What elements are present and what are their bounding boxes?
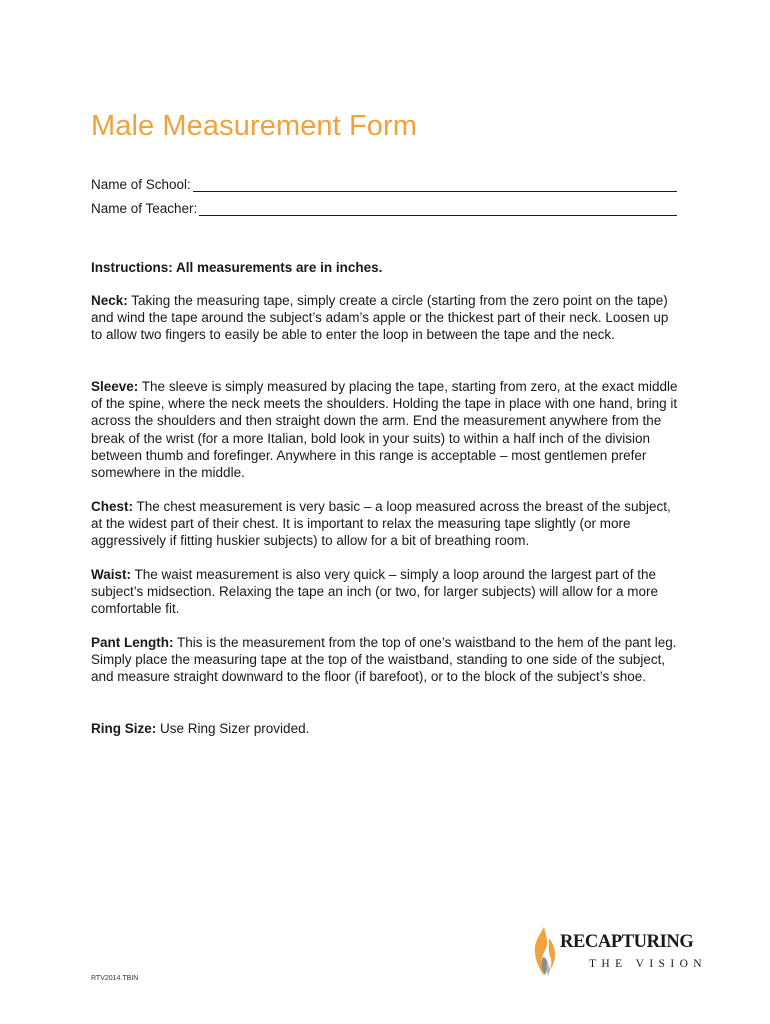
teacher-name-line[interactable] <box>199 201 677 216</box>
section-waist <box>91 566 681 618</box>
page-title: Male Measurement Form <box>91 110 418 142</box>
school-name-field[interactable] <box>91 177 677 192</box>
section-waist-text: The waist measurement is also very quick – simply a loop around the largest part of the subject’s midsection. Relaxing the tape an inch (or two, for larger subjects) will allow for a more comfortable fit. <box>91 567 658 617</box>
section-pant-length <box>91 634 681 686</box>
section-pant-length-text: This is the measurement from the top of one’s waistband to the hem of the pant leg. Simply place the measuring tape at the top of the waistband, standing to one side of the subject, and measure straight downward to the floor (if barefoot), or to the block of the subject’s shoe. <box>91 635 677 685</box>
section-sleeve-heading: Sleeve: <box>91 379 139 394</box>
section-sleeve-text: The sleeve is simply measured by placing the tape, starting from zero, at the exact middle of the spine, where the neck meets the shoulders. Holding the tape in place with one hand, bring it across the shoulders and then straight down the arm. End the measurement anywhere from the break of the wrist (for a more Italian, bold look in your suits) to within a half inch of the division between thumb and forefinger. Anywhere in this range is acceptable – most gentlemen prefer somewhere in the middle. <box>91 379 678 481</box>
section-pant-length-heading: Pant Length: <box>91 635 174 650</box>
section-sleeve <box>91 378 681 481</box>
teacher-name-label: Name of Teacher: <box>91 201 198 216</box>
section-chest-text: The chest measurement is very basic – a loop measured across the breast of the subject, at the widest part of their chest. It is important to relax the measuring tape slightly (or more aggressively if fitting huskier subjects) to allow for a bit of breathing room. <box>91 499 671 549</box>
section-neck-heading: Neck: <box>91 293 128 308</box>
logo-wordmark-bottom: THE VISION <box>589 958 707 970</box>
section-ring-size <box>91 720 681 737</box>
section-neck-text: Taking the measuring tape, simply create a circle (starting from the zero point on the tape) and wind the tape around the subject’s adam’s apple or the thickest part of their neck. Loosen up to allow two fingers to easily be able to enter the loop in between the tape and the neck. <box>91 293 669 343</box>
recapturing-the-vision-logo <box>530 926 707 978</box>
section-ring-size-text: Use Ring Sizer provided. <box>156 721 310 736</box>
section-chest-heading: Chest: <box>91 499 134 514</box>
section-neck <box>91 292 681 344</box>
instructions-heading: Instructions: All measurements are in inches. <box>91 260 383 275</box>
school-name-label: Name of School: <box>91 177 191 192</box>
flame-icon <box>530 926 560 978</box>
school-name-line[interactable] <box>193 177 677 192</box>
footer-code: RTV2014.TBIN <box>91 975 139 982</box>
section-waist-heading: Waist: <box>91 567 131 582</box>
logo-wordmark-top: RECAPTURING <box>560 932 694 952</box>
section-ring-size-heading: Ring Size: <box>91 721 157 736</box>
section-chest <box>91 498 681 550</box>
teacher-name-field[interactable] <box>91 201 677 216</box>
